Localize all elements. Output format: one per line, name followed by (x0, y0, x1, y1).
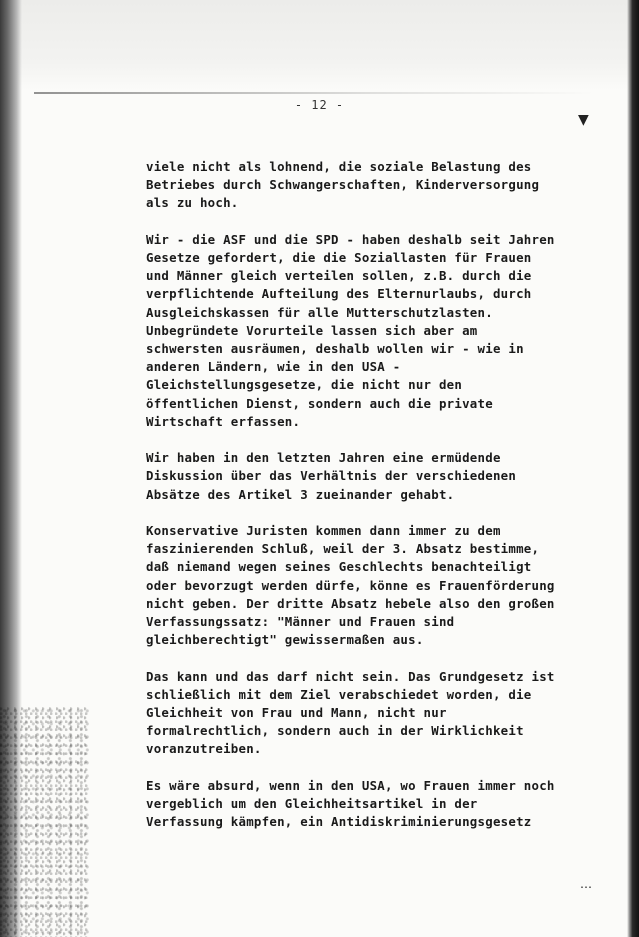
text-line: als zu hoch. (146, 195, 239, 211)
paragraph-5 (146, 668, 555, 759)
scan-speckle-noise (0, 707, 90, 937)
text-line: oder bevorzugt werden dürfe, könne es Frauenförderung (146, 577, 555, 593)
text-line: Gesetze gefordert, die die Soziallasten für Frauen (146, 250, 532, 265)
scan-top-shadow (0, 0, 639, 90)
text-line: Es wäre absurd, wenn in den USA, wo Frauen immer noch (146, 777, 555, 793)
text-line: Verfassung kämpfen, ein Antidiskriminierungsgesetz (146, 814, 532, 830)
text-line: gleichberechtigt" gewissermaßen aus. (146, 632, 424, 648)
text-line: formalrechtlich, sondern auch in der Wirklichkeit (146, 723, 524, 739)
page-fold-line (34, 92, 594, 94)
text-line: Gleichheit von Frau und Mann, nicht nur (146, 705, 447, 721)
text-line: Wir - die ASF und die SPD - haben deshalb seit Jahren (146, 231, 555, 247)
text-line: viele nicht als lohnend, die soziale Belastung des (146, 159, 532, 174)
page-number: - 12 - (294, 98, 345, 112)
text-line: anderen Ländern, wie in den USA - (146, 359, 401, 375)
text-line: verpflichtende Aufteilung des Elternurlaubs, durch (146, 286, 532, 302)
text-line: Das kann und das darf nicht sein. Das Grundgesetz ist (146, 668, 555, 684)
text-line: schließlich mit dem Ziel verabschiedet worden, die (146, 686, 532, 702)
paragraph-3 (146, 449, 546, 504)
text-line: Betriebes durch Schwangerschaften, Kinderversorgung (146, 177, 540, 193)
document-body (146, 158, 555, 850)
scan-artifact-dots: ⋯ (580, 880, 592, 894)
text-line: Verfassungssatz: "Männer und Frauen sind (146, 614, 455, 630)
text-line: daß niemand wegen seines Geschlechts benachteiligt (146, 559, 532, 575)
paragraph-2 (146, 231, 555, 431)
text-line: Diskussion über das Verhältnis der verschiedenen (146, 468, 517, 484)
text-line: und Männer gleich verteilen sollen, z.B. durch die (146, 268, 532, 284)
text-line: Konservative Juristen kommen dann immer zu dem (146, 523, 501, 539)
text-line: Unbegründete Vorurteile lassen sich aber am (146, 322, 478, 338)
paragraph-4 (146, 522, 555, 649)
text-line: Ausgleichskassen für alle Mutterschutzlasten. (146, 304, 493, 320)
text-line: Wir haben in den letzten Jahren eine ermüdende (146, 450, 501, 466)
text-line: Absätze des Artikel 3 zueinander gehabt. (146, 486, 455, 502)
text-line: faszinierenden Schluß, weil der 3. Absatz bestimme, (146, 541, 540, 557)
text-line: Gleichstellungsgesetze, die nicht nur den (146, 377, 463, 393)
scan-artifact-mark: ▼ (578, 112, 589, 128)
text-line: vergeblich um den Gleichheitsartikel in der (146, 796, 478, 812)
text-line: öffentlichen Dienst, sondern auch die private (146, 395, 493, 411)
paragraph-1 (146, 158, 546, 213)
text-line: nicht geben. Der dritte Absatz hebele also den großen (146, 595, 555, 611)
text-line: Wirtschaft erfassen. (146, 413, 301, 429)
paragraph-6 (146, 777, 555, 832)
text-line: voranzutreiben. (146, 741, 262, 757)
scan-right-edge (627, 0, 639, 937)
text-line: schwersten ausräumen, deshalb wollen wir - wie in (146, 341, 524, 357)
